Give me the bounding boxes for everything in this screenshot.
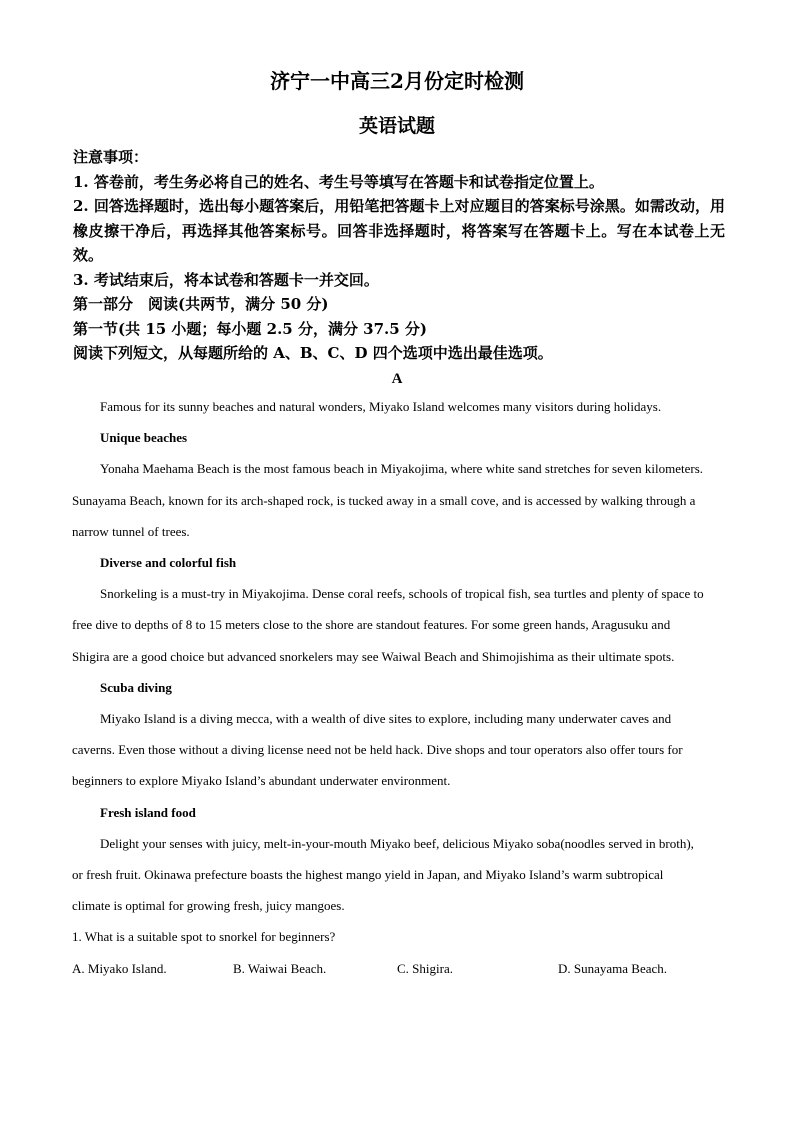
- passage-body: [72, 391, 704, 984]
- section-heading-fish: Diverse and colorful fish: [100, 555, 237, 571]
- question-1-option-a: A. Miyako Island.: [72, 960, 167, 976]
- passage-label: A: [391, 371, 403, 387]
- section-heading: 第一节(共 15 小题；每小题 2.5 分，满分 37.5 分): [73, 319, 428, 338]
- question-1-options: [72, 953, 704, 984]
- section-text-beaches: Yonaha Maehama Beach is the most famous beach in Miyakojima, where white sand stretches for seven kilometers. Sunayama Beach, known for its arch-shaped rock, is tucked away in a small cove, and is accessed by walking through a narrow tunnel of trees.: [72, 461, 704, 539]
- note-item-3: 3. 考试结束后，将本试卷和答题卡一并交回。: [73, 270, 379, 289]
- question-1-stem: 1. What is a suitable spot to snorkel for beginners?: [72, 929, 336, 945]
- part-heading: 第一部分 阅读(共两节，满分 50 分): [73, 295, 329, 313]
- note-item-2: 2. 回答选择题时，选出每小题答案后，用铅笔把答题卡上对应题目的答案标号涂黑。如需改动，用橡皮擦干净后，再选择其他答案标号。回答非选择题时，将答案写在答题卡上。写在本试卷上无效。: [73, 197, 725, 264]
- exam-subtitle: 英语试题: [358, 115, 435, 137]
- section-heading-diving: Scuba diving: [100, 679, 172, 695]
- reading-instruction: 阅读下列短文，从每题所给的 A、B、C、D 四个选项中选出最佳选项。: [73, 344, 553, 362]
- question-1-option-d: D. Sunayama Beach.: [558, 960, 668, 976]
- section-text-food: Delight your senses with juicy, melt-in-your-mouth Miyako beef, delicious Miyako soba(noodles served in broth), or fresh fruit. Okinawa prefecture boasts the highest mango yield in Japan, and Miyako Island’s warm subtropical climate is optimal for growing fresh, juicy mangoes.: [72, 835, 694, 914]
- passage-intro: Famous for its sunny beaches and natural wonders, Miyako Island welcomes many visitors during holidays.: [100, 399, 662, 414]
- section-heading-beaches: Unique beaches: [100, 430, 188, 446]
- question-1-option-b: B. Waiwai Beach.: [233, 960, 327, 976]
- exam-title: 济宁一中高三2月份定时检测: [270, 69, 524, 93]
- notes-heading: 注意事项：: [73, 148, 149, 166]
- section-heading-food: Fresh island food: [100, 804, 196, 820]
- section-text-fish: Snorkeling is a must-try in Miyakojima. Dense coral reefs, schools of tropical fish, sea turtles and plenty of space to free dive to depths of 8 to 15 meters close to the shore are standout features. For some green hands, Aragusuku and Shigira are a good choice but advanced snorkelers may see Waiwal Beach and Shimojishima as their ultimate spots.: [72, 586, 704, 664]
- question-1-option-c: C. Shigira.: [397, 960, 453, 976]
- instructions-block: [73, 145, 725, 366]
- note-item-1: 1. 答卷前，考生务必将自己的姓名、考生号等填写在答题卡和试卷指定位置上。: [73, 172, 604, 191]
- section-text-diving: Miyako Island is a diving mecca, with a wealth of dive sites to explore, including many underwater caves and caverns. Even those without a diving license need not be held hack. Dive shops and tour operators also offer tours for beginners to explore Miyako Island’s abundant underwater environment.: [72, 711, 683, 789]
